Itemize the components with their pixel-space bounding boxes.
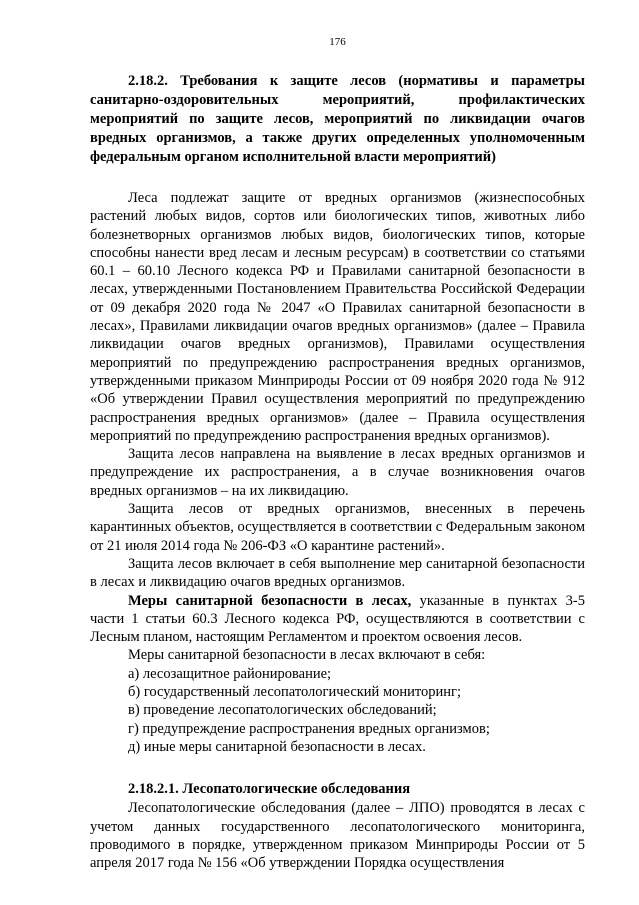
list-item: б) государственный лесопатологический мониторинг;: [128, 684, 462, 701]
page-number: 176: [329, 36, 346, 48]
paragraph-lpo: Лесопатологические обследования (далее – ЛПО) проводятся в лесах с учетом данных государственного лесопатологического мониторинга, проводимого в порядке, утвержденном приказом Минприроды России от 5 апреля 2017 года № 156 «Об утверждении Порядка осуществления: [90, 800, 585, 872]
list-item: г) предупреждение распространения вредных организмов;: [128, 720, 490, 737]
paragraph-forest-protection: Леса подлежат защите от вредных организмов (жизнеспособных растений любых видов, сортов или биологических типов, животных либо болезнетворных организмов любых видов, биологических типов, которые способны нанести вред лесам и лесным ресурсам) в соответствии со статьями 60.1 – 60.10 Лесного кодекса РФ и Правилами санитарной безопасности в лесах, утвержденными Постановлением Правительства Российской Федерации от 09 декабря 2020 года № 2047 «О Правилах санитарной безопасности в лесах», Правилами ликвидации очагов вредных организмов» (далее – Правила ликвидации очагов вредных организмов), Правилами осуществления мероприятий по предупреждению распространения вредных организмов, утвержденными приказом Минприроды России от 09 ноября 2020 года № 912 «Об утверждении Правил осуществления мероприятий по предупреждению распространения вредных организмов» (далее – Правила осуществления мероприятий по предупреждению распространения вредных организмов).: [90, 190, 585, 444]
list-item: в) проведение лесопатологических обследований;: [128, 702, 437, 719]
paragraph-protection-purpose: Защита лесов направлена на выявление в лесах вредных организмов и предупреждение их распространения, а в случае возникновения очагов вредных организмов – на их ликвидацию.: [90, 446, 585, 499]
subsection-heading: 2.18.2.1. Лесопатологические обследования: [128, 781, 411, 798]
section-heading: 2.18.2. Требования к защите лесов (нормативы и параметры санитарно-оздоровительных мероприятий, профилактических мероприятий по защите лесов, мероприятий по ликвидации очагов вредных организмов, а также других определенных уполномоченным федеральным органом исполнительной власти мероприятий): [90, 73, 585, 165]
list-item: д) иные меры санитарной безопасности в лесах.: [128, 738, 426, 755]
sanitary-measures-bold: Меры санитарной безопасности в лесах,: [128, 592, 412, 609]
paragraph-protection-includes: Защита лесов включает в себя выполнение мер санитарной безопасности в лесах и ликвидацию очагов вредных организмов.: [90, 555, 585, 591]
paragraph-sanitary-measures: [90, 592, 585, 647]
list-intro: Меры санитарной безопасности в лесах включают в себя:: [128, 647, 486, 664]
sanitary-measures-rest: указанные в пунктах 3-5 части 1 статьи 60.3 Лесного кодекса РФ, осуществляются в соответствии с Лесным планом, настоящим Регламентом и проектом освоения лесов.: [90, 592, 586, 646]
list-item: а) лесозащитное районирование;: [128, 665, 332, 682]
paragraph-quarantine: Защита лесов от вредных организмов, внесенных в перечень карантинных объектов, осуществляется в соответствии с Федеральным законом от 21 июля 2014 года № 206-ФЗ «О карантине растений».: [90, 501, 585, 554]
